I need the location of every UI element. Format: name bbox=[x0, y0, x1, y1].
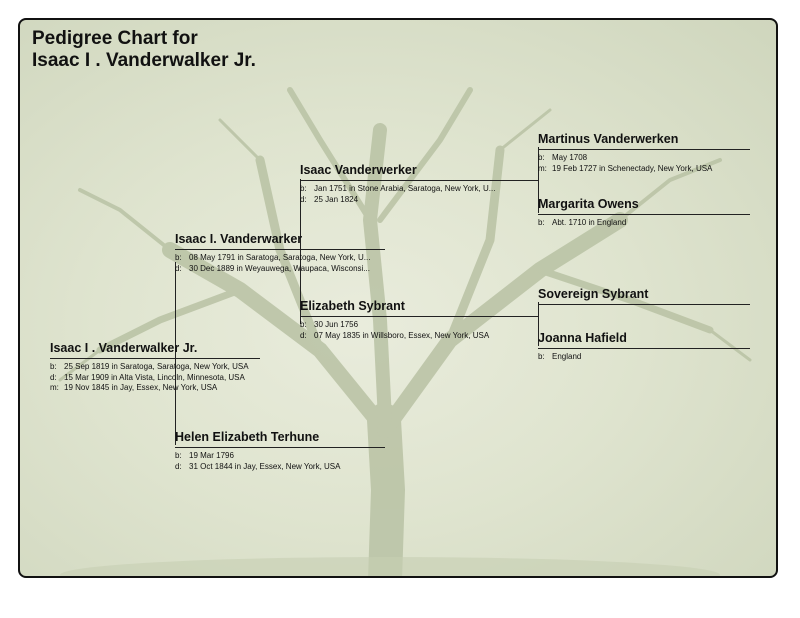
person-great-grandmother-2 bbox=[538, 330, 750, 363]
page-title bbox=[32, 28, 256, 72]
fact-death: d: 25 Jan 1824 bbox=[300, 194, 359, 204]
person-paternal-grandmother bbox=[300, 298, 538, 341]
person-facts bbox=[538, 153, 750, 174]
person-name: Margarita Owens bbox=[538, 197, 639, 211]
person-facts bbox=[175, 451, 385, 472]
chart-frame bbox=[18, 18, 778, 578]
person-great-grandfather-2 bbox=[538, 286, 750, 305]
fact-birth: b: England bbox=[538, 352, 582, 361]
person-facts bbox=[538, 218, 750, 229]
person-name: Isaac Vanderwerker bbox=[300, 163, 417, 177]
name-underline bbox=[175, 249, 385, 250]
title-line-2: Isaac I . Vanderwalker Jr. bbox=[32, 50, 256, 71]
fact-marriage: m: 19 Nov 1845 in Jay, Essex, New York, USA bbox=[50, 383, 218, 392]
fact-death: d: 15 Mar 1909 in Alta Vista, Lincoln, Minnesota, USA bbox=[50, 372, 245, 382]
fact-death: d: 30 Dec 1889 in Weyauwega, Waupaca, Wisconsi... bbox=[175, 263, 370, 273]
title-line-1: Pedigree Chart for bbox=[32, 28, 198, 49]
person-great-grandfather-1 bbox=[538, 131, 750, 174]
fact-birth: b: 25 Sep 1819 in Saratoga, Saratoga, New York, USA bbox=[50, 362, 249, 371]
person-mother bbox=[175, 429, 385, 472]
fact-death: d: 31 Oct 1844 in Jay, Essex, New York, USA bbox=[175, 461, 341, 471]
fact-birth: b: May 1708 bbox=[538, 153, 588, 162]
fact-birth: b: 08 May 1791 in Saratoga, Saratoga, New York, U... bbox=[175, 253, 371, 262]
fact-marriage: m: 19 Feb 1727 in Schenectady, New York, USA bbox=[538, 163, 713, 173]
person-name: Elizabeth Sybrant bbox=[300, 299, 405, 313]
person-facts bbox=[300, 184, 538, 205]
name-underline bbox=[50, 358, 260, 359]
name-underline bbox=[538, 214, 750, 215]
person-name: Martinus Vanderwerken bbox=[538, 132, 679, 146]
person-root bbox=[50, 340, 260, 394]
person-name: Sovereign Sybrant bbox=[538, 287, 649, 301]
person-great-grandmother-1 bbox=[538, 196, 750, 229]
person-facts bbox=[50, 362, 260, 394]
person-facts bbox=[538, 352, 750, 363]
person-father bbox=[175, 231, 385, 274]
fact-birth: b: 30 Jun 1756 bbox=[300, 320, 359, 329]
name-underline bbox=[300, 316, 538, 317]
name-underline bbox=[538, 304, 750, 305]
person-name: Joanna Hafield bbox=[538, 331, 627, 345]
name-underline bbox=[300, 180, 538, 181]
fact-birth: b: 19 Mar 1796 bbox=[175, 451, 234, 460]
fact-birth: b: Abt. 1710 in England bbox=[538, 218, 627, 227]
fact-birth: b: Jan 1751 in Stone Arabia, Saratoga, New York, U... bbox=[300, 184, 496, 193]
person-name: Isaac I. Vanderwarker bbox=[175, 232, 303, 246]
fact-death: d: 07 May 1835 in Willsboro, Essex, New York, USA bbox=[300, 330, 490, 340]
name-underline bbox=[538, 348, 750, 349]
person-paternal-grandfather bbox=[300, 162, 538, 205]
person-facts bbox=[175, 253, 385, 274]
person-name: Isaac I . Vanderwalker Jr. bbox=[50, 341, 198, 355]
person-name: Helen Elizabeth Terhune bbox=[175, 430, 320, 444]
name-underline bbox=[538, 149, 750, 150]
name-underline bbox=[175, 447, 385, 448]
person-facts bbox=[300, 320, 538, 341]
